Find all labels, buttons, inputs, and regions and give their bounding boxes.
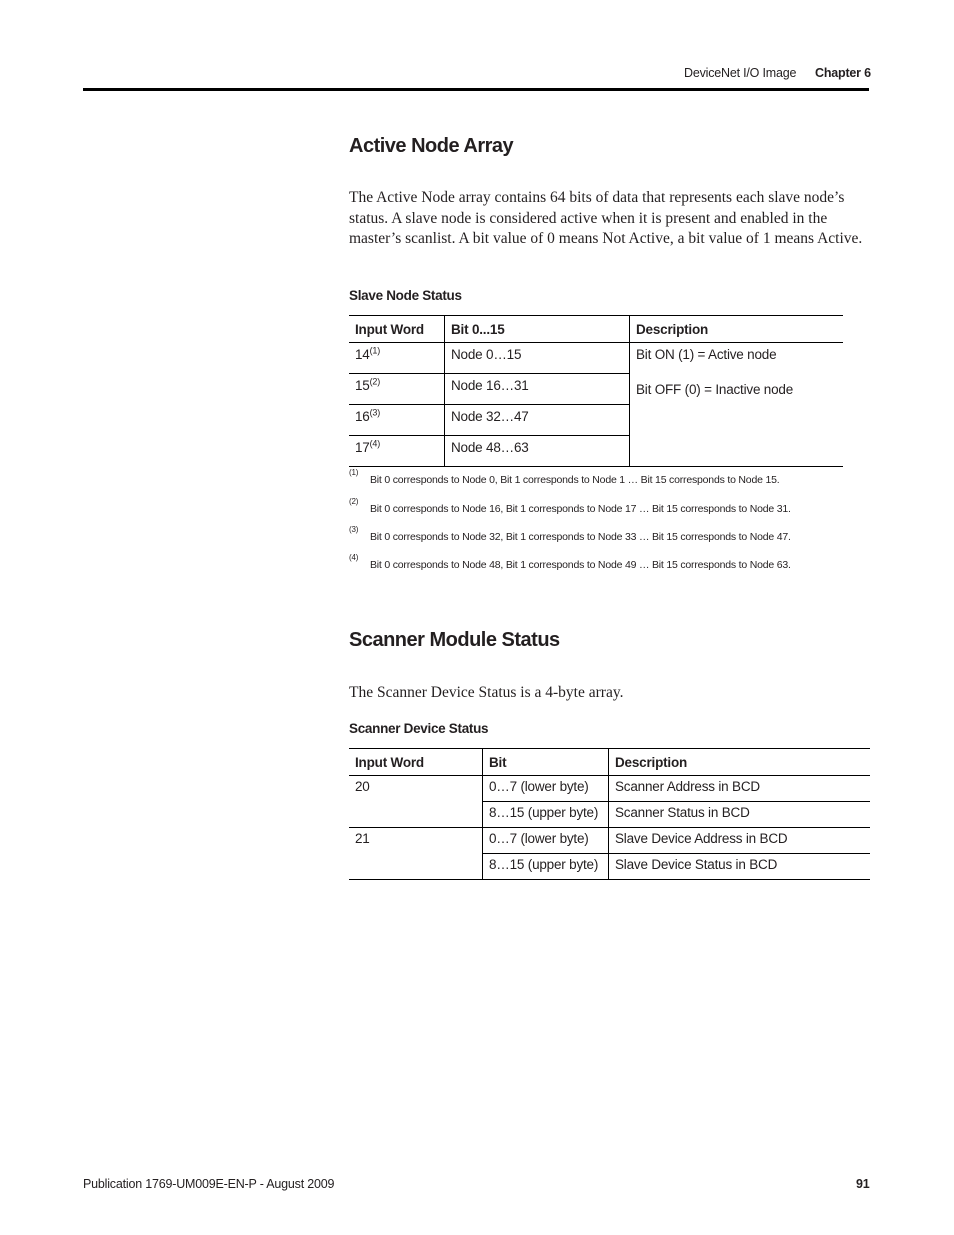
- column-header-description: Description: [630, 316, 844, 343]
- active-node-paragraph: The Active Node array contains 64 bits of data that represents each slave node’s status. A slave node is considered active when it is present and enabled in the master’s scanlist. A bit value of 0 means Not Active, a bit value of 1 means Active.: [349, 189, 863, 247]
- input-word-cell: [349, 405, 445, 436]
- description-cell: Slave Device Address in BCD: [609, 828, 871, 854]
- footnote-ref: (4): [369, 438, 381, 449]
- footnote-text: Bit 0 corresponds to Node 16, Bit 1 corresponds to Node 17 … Bit 15 corresponds to Node 31.: [370, 503, 791, 515]
- footnote-mark: (4): [349, 553, 359, 562]
- scanner-status-heading: Scanner Module Status: [349, 629, 560, 651]
- bits-cell: Node 16…31: [445, 374, 630, 405]
- header-section-title: DeviceNet I/O Image: [684, 66, 797, 80]
- description-cell: Scanner Status in BCD: [609, 802, 871, 828]
- description-cell: Scanner Address in BCD: [609, 776, 871, 802]
- column-header-input-word: Input Word: [349, 316, 445, 343]
- table-header-row: [349, 749, 870, 776]
- bits-cell: Node 32…47: [445, 405, 630, 436]
- input-word-cell: 21: [349, 828, 483, 880]
- input-word-value: 14: [355, 347, 370, 362]
- bit-cell: 8…15 (upper byte): [483, 854, 609, 880]
- footnote-text: Bit 0 corresponds to Node 48, Bit 1 corresponds to Node 49 … Bit 15 corresponds to Node 63.: [370, 559, 791, 571]
- bit-cell: 0…7 (lower byte): [483, 828, 609, 854]
- description-cell: [630, 343, 844, 467]
- bits-cell: Node 48…63: [445, 436, 630, 467]
- input-word-value: 16: [355, 409, 370, 424]
- input-word-value: 15: [355, 378, 370, 393]
- footnote-mark: (3): [349, 525, 359, 534]
- footer-publication: Publication 1769-UM009E-EN-P - August 2009: [83, 1177, 335, 1191]
- header-chapter: Chapter 6: [815, 66, 871, 80]
- table-row: [349, 776, 870, 802]
- footnote-text: Bit 0 corresponds to Node 32, Bit 1 corresponds to Node 33 … Bit 15 corresponds to Node 47.: [370, 531, 791, 543]
- scanner-device-status-table: [349, 748, 870, 880]
- header-rule: [83, 88, 869, 91]
- active-node-heading: Active Node Array: [349, 135, 514, 157]
- description-on: Bit ON (1) = Active node: [636, 347, 777, 362]
- description-off: Bit OFF (0) = Inactive node: [636, 382, 794, 397]
- bit-cell: 0…7 (lower byte): [483, 776, 609, 802]
- slave-node-table-title: Slave Node Status: [349, 288, 462, 303]
- slave-node-status-table: [349, 315, 843, 467]
- input-word-cell: [349, 436, 445, 467]
- description-cell: Slave Device Status in BCD: [615, 857, 778, 872]
- input-word-value: 17: [355, 440, 370, 455]
- scanner-status-paragraph: The Scanner Device Status is a 4-byte array.: [349, 684, 624, 701]
- table-header-row: [349, 316, 843, 343]
- page-number: 91: [856, 1177, 870, 1191]
- footnote-mark: (2): [349, 497, 359, 506]
- input-word-cell: 20: [349, 776, 483, 828]
- footnote-mark: (1): [349, 468, 359, 477]
- input-word-cell: [349, 374, 445, 405]
- footnote-ref: (2): [369, 376, 381, 387]
- bit-cell: 8…15 (upper byte): [483, 802, 609, 828]
- column-header-description: Description: [609, 749, 871, 776]
- column-header-input-word: Input Word: [349, 749, 483, 776]
- bits-cell: Node 0…15: [445, 343, 630, 374]
- footnote-ref: (3): [369, 407, 381, 418]
- table-row: [349, 828, 870, 854]
- column-header-bit: Bit: [483, 749, 609, 776]
- column-header-bits: Bit 0...15: [445, 316, 630, 343]
- footnote-text: Bit 0 corresponds to Node 0, Bit 1 corresponds to Node 1 … Bit 15 corresponds to Node 15.: [370, 474, 780, 486]
- input-word-cell: [349, 343, 445, 374]
- footnote-ref: (1): [369, 345, 381, 356]
- scanner-device-table-title: Scanner Device Status: [349, 721, 489, 736]
- table-row: [349, 343, 843, 374]
